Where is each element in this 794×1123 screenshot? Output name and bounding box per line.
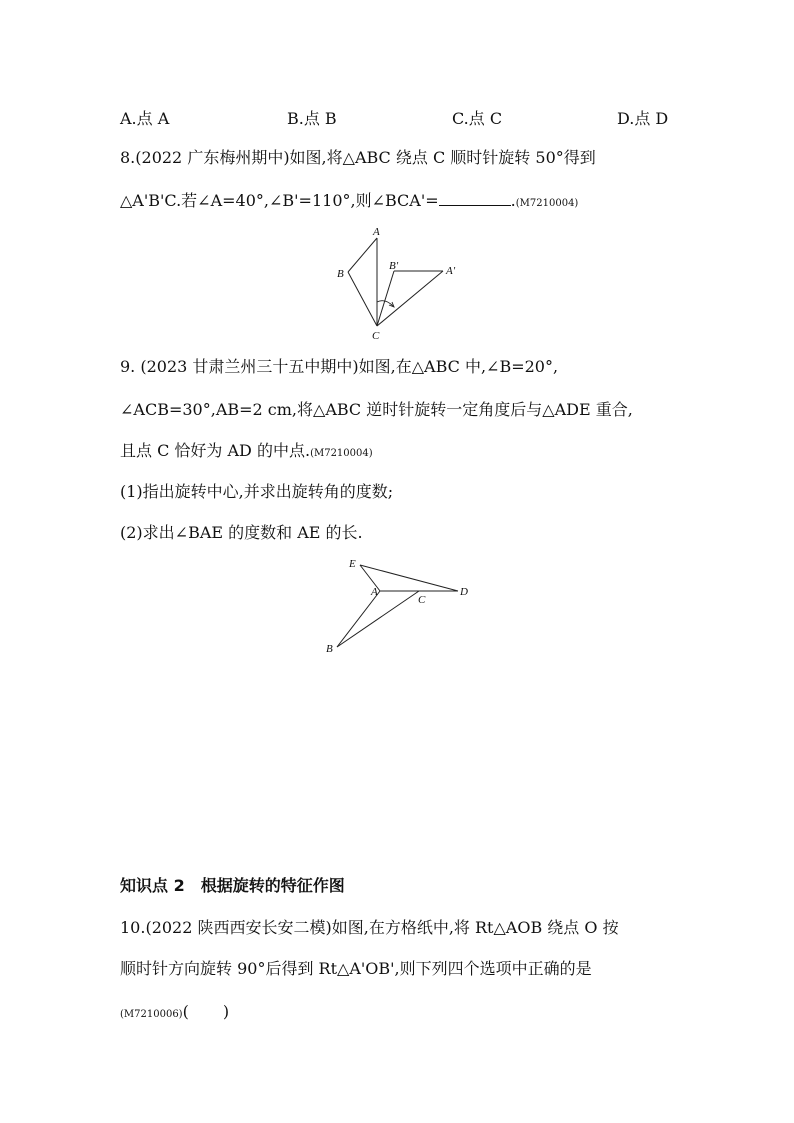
q10-paren-open: ( xyxy=(182,1002,189,1021)
q10-line3 xyxy=(120,1001,229,1026)
q8-label-b2: B′ xyxy=(389,260,399,272)
q9-line1: 9. (2023 甘肃兰州三十五中期中)如图,在△ABC 中,∠B=20°, xyxy=(120,357,559,376)
q8-segment-ab xyxy=(348,238,377,272)
q8-label-b: B xyxy=(337,268,344,280)
q8-line2 xyxy=(120,190,578,215)
option-d: D.点 D xyxy=(617,109,669,128)
q9-label-c: C xyxy=(418,594,426,606)
q9-segment-bc xyxy=(337,591,419,647)
q9-label-b: B xyxy=(326,643,333,655)
q9-label-e: E xyxy=(349,558,356,570)
option-b: B.点 B xyxy=(287,109,337,128)
section-heading: 知识点 2 根据旋转的特征作图 xyxy=(120,876,345,895)
q10-line1: 10.(2022 陕西西安长安二模)如图,在方格纸中,将 Rt△AOB 绕点 O 按 xyxy=(120,918,619,937)
q9-line3 xyxy=(120,440,373,465)
q10-code: (M7210006) xyxy=(120,1009,183,1020)
q8-line2-end: . xyxy=(510,191,516,210)
q9-figure xyxy=(320,552,480,658)
q8-label-c: C xyxy=(372,330,380,342)
q8-label-a: A xyxy=(373,226,380,238)
q8-line1: 8.(2022 广东梅州期中)如图,将△ABC 绕点 C 顺时针旋转 50°得到 xyxy=(120,148,596,167)
q9-line2: ∠ACB=30°,AB=2 cm,将△ABC 逆时针旋转一定角度后与△ADE 重合, xyxy=(120,400,633,419)
q8-answer-blank[interactable] xyxy=(439,191,511,206)
option-c: C.点 C xyxy=(452,109,503,128)
q10-paren-close: ) xyxy=(222,1002,230,1021)
q8-code: (M7210004) xyxy=(515,198,579,209)
q8-figure xyxy=(325,222,475,344)
q8-segment-cb2 xyxy=(377,271,394,326)
q9-label-d: D xyxy=(460,586,468,598)
q9-code: (M7210004) xyxy=(310,448,373,459)
q9-part2: (2)求出∠BAE 的度数和 AE 的长. xyxy=(120,523,363,542)
option-a: A.点 A xyxy=(120,109,170,128)
q8-line2-text: △A'B'C.若∠A=40°,∠B'=110°,则∠BCA'= xyxy=(120,191,439,210)
q8-segment-a2c xyxy=(377,271,443,326)
q8-label-a2: A′ xyxy=(446,265,456,277)
q10-line2: 顺时针方向旋转 90°后得到 Rt△A'OB',则下列四个选项中正确的是 xyxy=(120,959,592,978)
q8-segment-bc xyxy=(348,272,377,326)
q9-segment-ab xyxy=(337,591,380,647)
q9-part1: (1)指出旋转中心,并求出旋转角的度数; xyxy=(120,482,394,501)
q9-line3-text: 且点 C 恰好为 AD 的中点. xyxy=(120,441,311,460)
q9-label-a: A xyxy=(371,586,378,598)
